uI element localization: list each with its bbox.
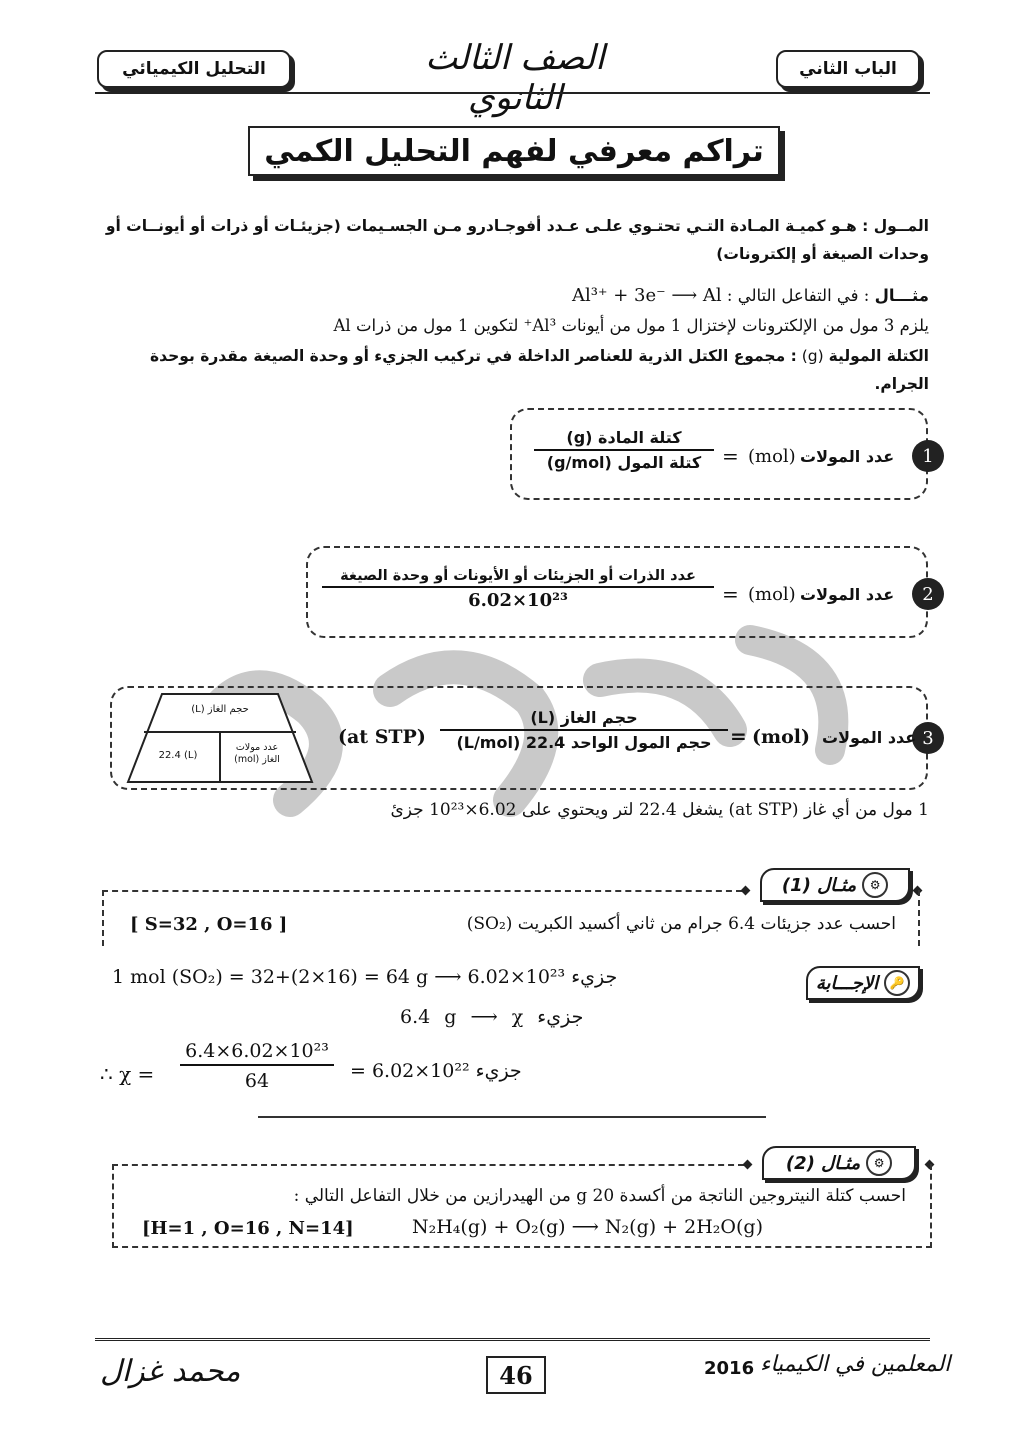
stp-note: 1 مول من أي غاز (at STP) يشغل 22.4 لتر ويحتوي على 6.02×10²³ جزئ: [390, 800, 929, 820]
example-1-diamond-left: [741, 886, 751, 896]
answer-line-2: 6.4 g ⟶ χ جزيء: [400, 1006, 584, 1028]
example-equation: Al³⁺ + 3e⁻ ⟶ Al: [572, 285, 722, 306]
example-2-bottom-rule: [112, 1246, 932, 1248]
example-1-label: ⚙ مثـال (1): [760, 868, 910, 902]
formula-3-lhs: عدد المولات: [822, 728, 917, 747]
formula-1-lhs: عدد المولات: [800, 447, 895, 466]
formula-3-condition: (at STP): [338, 726, 426, 748]
header-left-tab: التحليل الكيميائي: [97, 50, 291, 88]
example-1-right-rule: [918, 890, 920, 946]
footer-rule: [95, 1338, 930, 1341]
example-2-given: [H=1 , O=16 , N=14]: [142, 1218, 354, 1239]
example-1-top-rule: [102, 890, 742, 892]
example-2-diamond-left: [743, 1160, 753, 1170]
formula-3-fraction: [440, 708, 728, 752]
footer-signature: محمد غزال: [100, 1354, 241, 1389]
example-explain: يلزم 3 مول من الإلكترونات لإختزال 1 مول من أيونات Al³⁺ لتكوين 1 مول من ذرات Al: [333, 316, 929, 335]
example-2-equation: N₂H₄(g) + O₂(g) ⟶ N₂(g) + 2H₂O(g): [412, 1216, 763, 1238]
example-1-question: احسب عدد جزيئات 6.4 جرام من ثاني أكسيد الكبريت (SO₂): [466, 914, 896, 934]
formula-3-denominator: حجم المول الواحد 22.4 (L/mol): [456, 733, 712, 752]
mole-text: هـو كميـة المـادة التـي تحتـوي علـى عـدد أفوجـادرو مـن الجسـيمات (جزيئـات أو ذرات أو أيونــات أو وحدات الصيغة أو إلكترونات): [105, 217, 929, 263]
trapezoid-bottom-left: 22.4 (L): [158, 750, 198, 761]
page-title: تراكم معرفي لفهم التحليل الكمي: [248, 126, 780, 176]
molar-mass-unit: (g): [801, 347, 824, 365]
answer-result-fraction: [180, 1040, 334, 1092]
formula-1-denominator: كتلة المول (g/mol): [546, 453, 702, 472]
answer-result-denominator: 64: [244, 1070, 270, 1092]
footer-brand: المعلمين في الكيمياء: [760, 1352, 951, 1377]
example-label: مثـــال: [874, 286, 929, 305]
header-right-tab: الباب الثاني: [776, 50, 920, 88]
formula-1-fraction: [534, 428, 714, 472]
footer-year: 2016: [704, 1358, 755, 1379]
formula-3-number: 3: [912, 722, 944, 754]
helmet-icon-2: ⚙: [866, 1150, 892, 1176]
key-icon: 🔑: [884, 970, 910, 996]
example-2-left-rule: [112, 1164, 114, 1248]
formula-2-eq: =: [722, 582, 739, 606]
example-2-question: احسب كتلة النيتروجين الناتجة من أكسدة 20 g من الهيدرازين من خلال التفاعل التالي :: [293, 1186, 906, 1206]
answer-line-1: 1 mol (SO₂) = 32+(2×16) = 64 g ⟶ 6.02×10²³ جزيء: [112, 966, 618, 988]
formula-3-unit: (mol): [752, 726, 810, 748]
answer-result-lhs: ∴ χ =: [100, 1062, 155, 1086]
formula-2-numerator: عدد الذرات أو الجزيئات أو الأيونات أو وحدة الصيغة: [322, 568, 714, 588]
formula-2-fraction: [322, 568, 714, 611]
formula-1-numerator: كتلة المادة (g): [534, 428, 714, 451]
header-rule: [95, 92, 930, 94]
example-2-right-rule: [930, 1164, 932, 1248]
mole-definition: [95, 212, 929, 268]
example-line: [95, 282, 929, 310]
answer-separator: [258, 1116, 766, 1118]
trapezoid-bottom-right: عدد مولات الغاز (mol): [234, 742, 280, 765]
page-number: 46: [486, 1356, 546, 1394]
example-2-top-rule: [112, 1164, 744, 1166]
molar-mass-definition: [95, 342, 929, 398]
example-1-left-rule: [102, 890, 104, 946]
helmet-icon: ⚙: [862, 872, 888, 898]
answer-result-rhs: = 6.02×10²² جزيء: [350, 1060, 522, 1082]
formula-2-lhs: عدد المولات: [800, 585, 895, 604]
answer-label: 🔑 الإجـــابة: [806, 966, 920, 1000]
example-text: : في التفاعل التالي :: [726, 286, 870, 305]
trapezoid-top: حجم الغاز (L): [191, 704, 249, 715]
formula-2-denominator: 6.02×10²³: [468, 590, 568, 611]
formula-2-number: 2: [912, 578, 944, 610]
formula-3-eq: =: [730, 724, 747, 748]
example-2-label: ⚙ مثـال (2): [762, 1146, 916, 1180]
mole-term: المــول :: [862, 217, 929, 235]
formula-1-number: 1: [912, 440, 944, 472]
molar-mass-text: : مجموع الكتل الذرية للعناصر الداخلة في تركيب الجزيء أو وحدة الصيغة مقدرة بوحدة الجرام.: [150, 347, 929, 393]
formula-1-eq: =: [722, 444, 739, 468]
header-center-title: الصف الثالث الثانوي: [425, 38, 605, 118]
formula-2-unit: (mol): [748, 584, 796, 605]
formula-1-unit: (mol): [748, 446, 796, 467]
molar-mass-term: الكتلة المولية: [828, 347, 929, 365]
answer-result-numerator: 6.4×6.02×10²³: [180, 1040, 334, 1066]
example-1-given: [ S=32 , O=16 ]: [130, 914, 288, 935]
formula-3-numerator: حجم الغاز (L): [440, 708, 728, 731]
